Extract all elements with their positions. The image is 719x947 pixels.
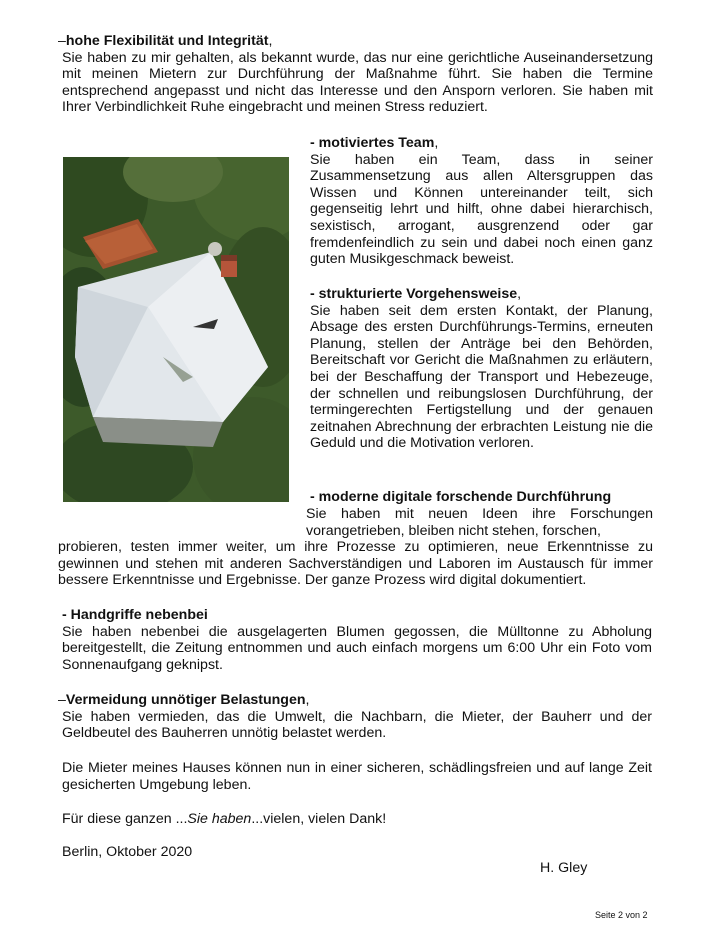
section-structure-heading: - strukturierte Vorgehensweise, [310,286,522,302]
section-structure-body: Sie haben seit dem ersten Kontakt, der Planung, Absage des ersten Durchführungs-Termins, erneuten Planung, stellen der Anträge bei den Behörden, Bereitschaft vor Gericht die Maßnahmen zu erläutern, bei der Beschaffung der Transport und Hebezeuge, der schnellen und reibungslosen Durchführung, der termingerechten Fertigstellung und der genauen zeitnahen Abrechnung der erbrachten Leistung nie die Geduld und die Motivation verloren. [310,302,653,452]
section-flexibility-heading: –hohe Flexibilität und Integrität, [58,33,273,49]
signature: H. Gley [540,860,588,876]
place-date: Berlin, Oktober 2020 [62,844,193,860]
section-avoid-body: Sie haben vermieden, das die Umwelt, die Nachbarn, die Mieter, der Bauherr und der Geldbeutel des Bauherren unnötig belastet werden. [62,708,652,742]
section-structure [310,286,653,452]
closing-thanks [62,811,652,828]
section-digital-body-bottom [58,539,653,589]
section-digital-heading-text: - moderne digitale forschende Durchführung [310,489,612,505]
section-team [310,135,653,268]
section-digital-body-top-text: Sie haben mit neuen Ideen ihre Forschungen vorangetrieben, bleiben nicht stehen, forschen, [306,506,653,539]
section-extras-body: Sie haben nebenbei die ausgelagerten Blumen gegossen, die Mülltonne zu Abholung bereitgestellt, die Zeitung entnommen und auch einfach morgens um 6:00 Uhr ein Foto vom Sonnenaufgang geknipst. [62,623,652,673]
section-team-heading: - motiviertes Team, [310,135,439,151]
section-extras-heading: - Handgriffe nebenbei [62,607,208,623]
section-digital-heading [310,489,653,506]
section-flexibility-body: Sie haben zu mir gehalten, als bekannt wurde, das nur eine gerichtliche Auseinandersetzung mit meinen Mietern zur Durchführung der Maßnahme führt. Sie haben die Termine entsprechend angepasst und nicht das Interesse und den Ansporn verloren. Sie haben mit Ihrer Verbindlichkeit Ruhe eingebracht und meinen Stress reduziert. [62,49,653,116]
closing-thanks-text: Für diese ganzen ...Sie haben...vielen, vielen Dank! [62,811,387,827]
roof-photo [63,157,289,502]
closing-tenants-text: Die Mieter meines Hauses können nun in einer sicheren, schädlingsfreien und auf lange Zeit gesicherten Umgebung leben. [62,760,652,793]
section-digital-body-bottom-text: probieren, testen immer weiter, um ihre Prozesse zu optimieren, neue Erkenntnisse zu gewinnen und stehen mit anderen Sachverständigen und Laboren im Austausch für immer bessere Erkenntnisse und Ergebnisse. Der ganze Prozess wird digital dokumentiert. [58,539,653,589]
section-avoid [58,692,652,742]
section-digital-body-top [306,506,653,539]
page-number: Seite 2 von 2 [595,910,648,920]
section-extras [62,607,652,673]
section-team-body: Sie haben ein Team, dass in seiner Zusammensetzung aus allen Altersgruppen das Wissen und Können untereinander teilt, sich gegenseitig lehrt und hilft, ohne dabei hierarchisch, sexistisch, arrogant, ausgrenzend oder gar fremdenfeindlich zu sein und dabei noch einen ganz guten Musikgeschmack beweist. [310,151,653,268]
closing-tenants [62,760,652,793]
section-flexibility [58,33,653,116]
section-avoid-heading: –Vermeidung unnötiger Belastungen, [58,692,310,708]
